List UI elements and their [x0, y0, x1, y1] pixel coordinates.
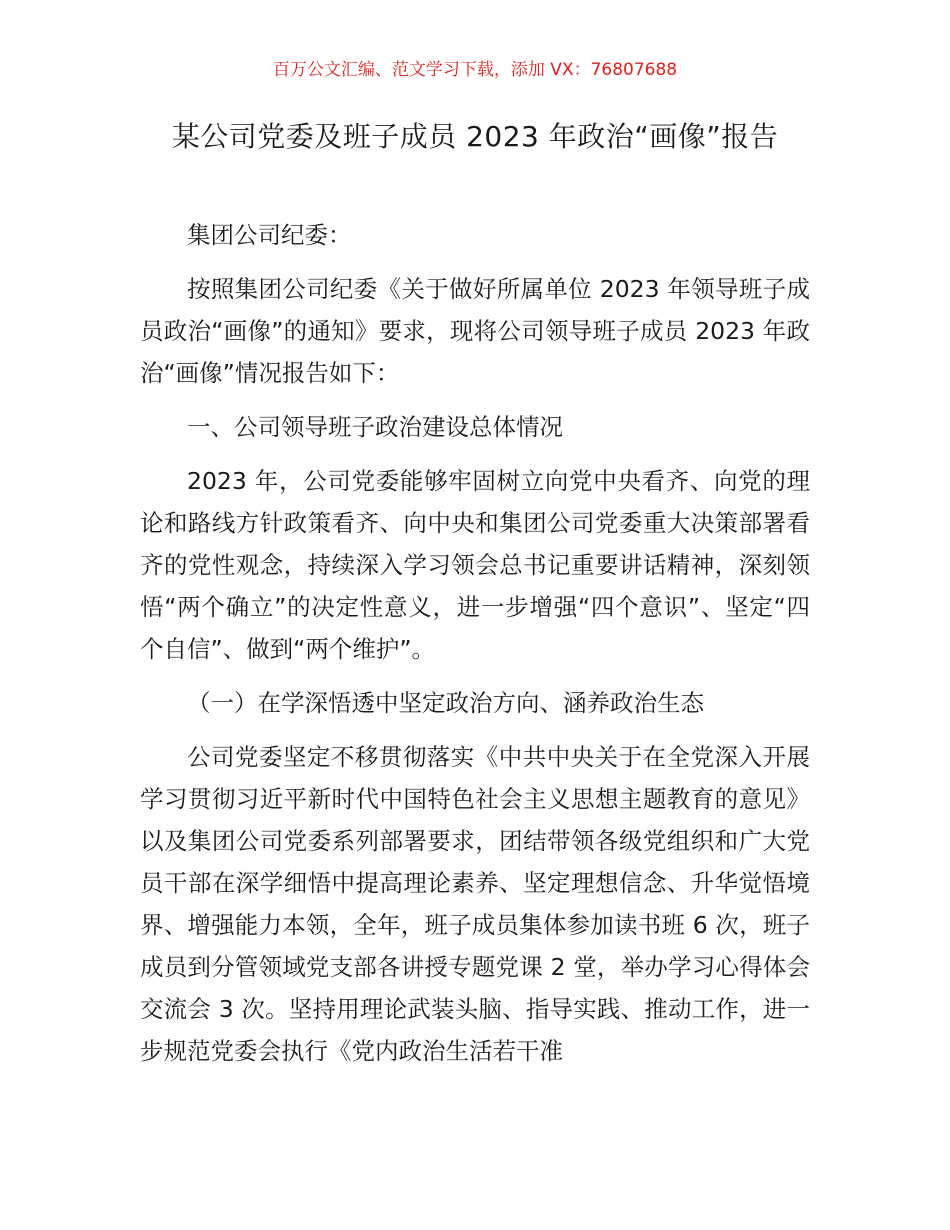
subsection-heading-1: （一）在学深悟透中坚定政治方向、涵养政治生态 — [187, 689, 704, 717]
paragraph-subsection-1: 公司党委坚定不移贯彻落实《中共中央关于在全党深入开展学习贯彻习近平新时代中国特色社会主义思想主题教育的意见》以及集团公司党委系列部署要求，团结带领各级党组织和广大党员干部在深学细悟中提高理论素养、坚定理想信念、升华觉悟境界、增强能力本领，全年，班子成员集体参加读书班 6 次，班子成员到分管领域党支部各讲授专题党课 2 堂，举办学习心得体会交流会 3 次。坚持用理论武装头脑、指导实践、推动工作，进一步规范党委会执行《党内政治生活若干准 — [140, 743, 810, 1065]
section-heading-1: 一、公司领导班子政治建设总体情况 — [187, 413, 563, 441]
salutation: 集团公司纪委： — [187, 221, 352, 249]
download-promo-banner: 百万公文汇编、范文学习下载，添加 VX：76807688 — [272, 60, 678, 80]
document-body — [140, 214, 810, 1084]
paragraph-section-1: 2023 年，公司党委能够牢固树立向党中央看齐、向党的理论和路线方针政策看齐、向中央和集团公司党委重大决策部署看齐的党性观念，持续深入学习领会总书记重要讲话精神，深刻领悟“两个确立”的决定性意义，进一步增强“四个意识”、坚定“四个自信”、做到“两个维护”。 — [140, 467, 810, 663]
document-title: 某公司党委及班子成员 2023 年政治“画像”报告 — [171, 120, 779, 153]
paragraph-intro: 按照集团公司纪委《关于做好所属单位 2023 年领导班子成员政治“画像”的通知》要求，现将公司领导班子成员 2023 年政治“画像”情况报告如下： — [140, 275, 810, 387]
